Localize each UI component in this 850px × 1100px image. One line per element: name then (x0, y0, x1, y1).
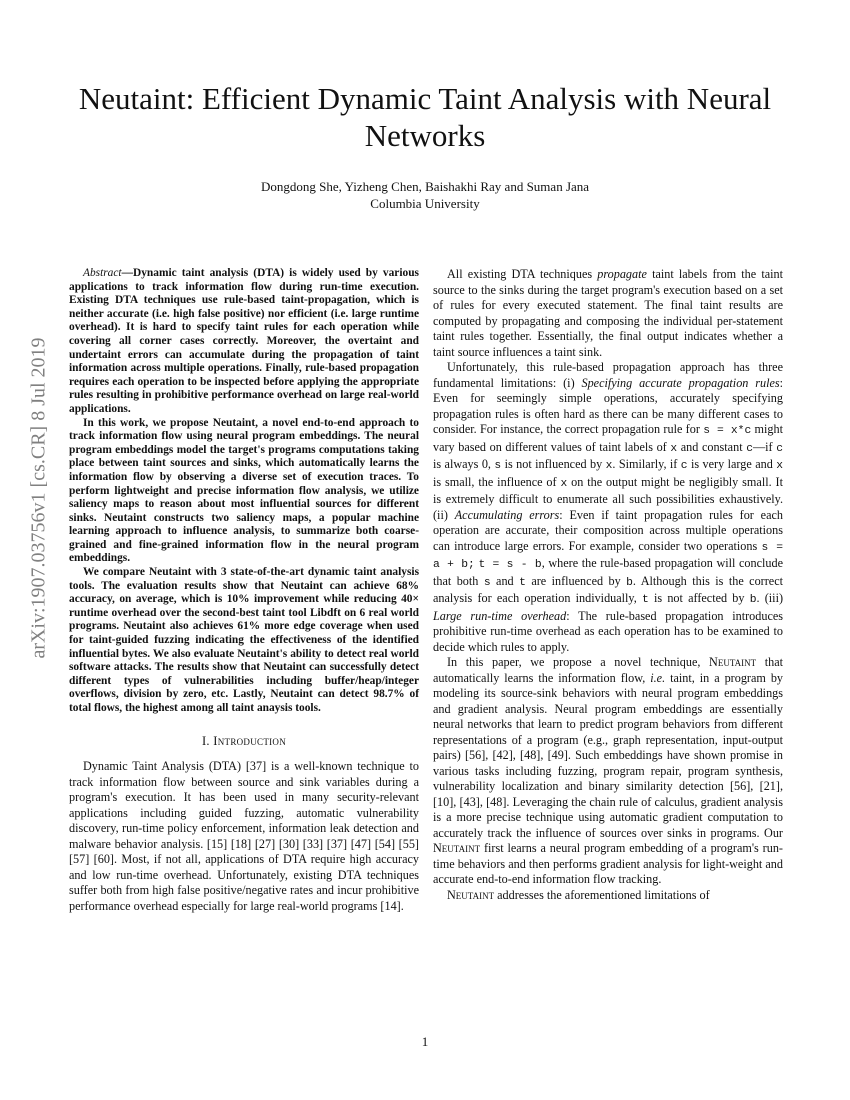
text-run: is not influenced by (501, 457, 606, 471)
code-snippet: c (746, 442, 753, 455)
code-snippet: t = s - b (478, 559, 542, 571)
intro-paragraph-1: Dynamic Taint Analysis (DTA) [37] is a well-known technique to track information flow between source and sink variables during a program's execution. It has been used in many security-relevant applications including guided fuzzing, automatic vulnerability discovery, run-time policy enforcement, information leak detection and malware behavior analysis. [15] [18] [27] [30] [33] [37] [47] [54] [55] [57] [60]. Most, if not all, applications of DTA require high accuracy and low run-time overhead. Unfortunately, existing DTA techniques suffer both from high false positive/negative rates and incur prohibitive performance overhead especially for large real-world programs [14]. (69, 759, 419, 913)
author-names: Dongdong She, Yizheng Chen, Baishakhi Ray and Suman Jana (260, 179, 590, 194)
text-run: are influenced by (525, 573, 627, 588)
section-heading-introduction: I. Introduction (201, 733, 287, 748)
abstract-paragraph-2: In this work, we propose Neutaint, a novel end-to-end approach to track information flow using neural program embeddings. The neural program embeddings model the target's programs computations taking place between taint sources and sinks, which automatically learns the information flow by observing a diverse set of execution traces. To perform lightweight and precise information flow analysis, we utilize saliency maps to reason about most influential sources for different sinks. Neutaint constructs two saliency maps, a popular machine learning approach to influence analysis, to summarize both coarse-grained and fine-grained information flow in the neural program embeddings. (69, 416, 419, 565)
right-paragraph-4 (433, 888, 783, 904)
code-snippet: s = x*c (703, 425, 752, 437)
abstract-paragraph-3: We compare Neutaint with 3 state-of-the-art dynamic taint analysis tools. The evaluation results show that Neutaint can achieve 68% accuracy, on average, which is 10% improvement while reducing 40× runtime overhead over the second-best taint tool Libdft on 6 real world programs. Neutaint also achieves 61% more edge coverage when used for taint-guided fuzzing indicating the effectiveness of the identified influential bytes. We also evaluate Neutaint's ability to detect real world software attacks. The results show that Neutaint can successfully detect different types of vulnerabilities including buffer/heap/integer overflows, division by zero, etc. Lastly, Neutaint can detect 98.7% of total flows, the highest among all taint anaysis tools. (69, 566, 419, 714)
text-run: All existing DTA techniques (447, 267, 598, 281)
paper-title: Neutaint: Efficient Dynamic Taint Analysis with Neural Networks (78, 81, 772, 153)
code-snippet: c (776, 442, 783, 455)
abstract (69, 267, 419, 716)
code-snippet: s (483, 576, 491, 589)
code-snippet: s (494, 460, 502, 472)
code-snippet: x (776, 460, 783, 472)
text-run: is always 0, (433, 457, 495, 471)
system-name: Neutaint (447, 887, 495, 902)
code-snippet: x (560, 477, 568, 490)
text-run: and (490, 573, 520, 588)
code-snippet: c (680, 460, 688, 472)
text-run: —if (752, 439, 777, 454)
text-run: : Even for seemingly simple operations, accurately specifying propagation rules is often hard as there can be many different cases to consider. For instance, the correct propagation rule for (433, 375, 783, 436)
text-run: is not affected by (648, 591, 750, 605)
right-paragraph-2 (433, 360, 783, 655)
emphasis: i.e. (650, 670, 666, 685)
emphasis: Specifying accurate propagation rules (581, 375, 780, 390)
right-paragraph-1 (433, 267, 783, 360)
text-run: might vary based on different values of taint labels of (433, 422, 783, 454)
text-run: : Even if taint propagation rules for each operation are accurate, their composition across multiple operations can introduce large errors. For example, consider two operations (433, 507, 783, 553)
introduction-body (69, 759, 419, 914)
abstract-p1-text: —Dynamic taint analysis (DTA) is widely used by various applications to track information flow during run-time execution. Existing DTA techniques use rule-based taint-propagation, which is neither accurate (i.e. high false positive) nor efficient (i.e. large runtime overhead). It is hard to specify taint rules for each operation while covering all corner cases correctly. Moreover, the overtaint and undertaint errors can accumulate during the propagation of taint information across multiple operations. Finally, rule-based propagation requires each operation to be inspected before applying the appropriate rules resulting in prohibitive performance overhead on large real-world applications. (69, 267, 419, 415)
text-run: taint, in a program by modeling its source-sink behaviors with neural program embeddings and gradient analysis. Neural program embeddings are essentially neural networks that learn to predict program behaviors from different representations of a program (e.g., graph representation, input-output pairs) [56], [42], [48], [49]. Such embeddings have shown promise in various tasks including fuzzing, program repair, program synthesis, vulnerability localization and binary similarity detection [56], [21], [10], [43], [48]. Leveraging the chain rule of calculus, gradient analysis is a more precise technique using automatic gradient computation to accurately track the influence of sources over sinks in programs. Our (433, 670, 784, 840)
text-run: addresses the aforementioned limitations of (494, 887, 710, 902)
text-run: first learns a neural program embedding of a program's run-time behaviors and then performs gradient analysis for light-weight and accurate end-to-end information flow tracking. (433, 841, 783, 886)
right-paragraph-3 (433, 655, 783, 888)
text-run: taint labels from the taint source to the sinks during the target program's execution based on a set of rules for every executed statement. The final taint results are computed by propagating and composing the individual per-statement taint rules together. Essentially, the final output indicates whether a taint source influences a taint sink. (433, 267, 783, 359)
text-run: , where the rule-based propagation will conclude that both (433, 556, 784, 588)
code-snippet: t (519, 576, 526, 589)
abstract-paragraph-1 (69, 267, 419, 417)
text-run: In this paper, we propose a novel technique, (447, 655, 710, 669)
emphasis: propagate (597, 267, 647, 281)
system-name: Neutaint (433, 841, 481, 855)
page-number: 1 (421, 1034, 429, 1049)
text-run: . Similarly, if (612, 457, 681, 471)
code-snippet: b (626, 576, 633, 589)
text-run: . Although this is the correct analysis for each operation individually, (433, 573, 783, 605)
text-run: is very large and (687, 457, 777, 471)
left-column (69, 267, 419, 914)
text-run: on the output might be negligibly small. It is extremely difficult to enumerate all such possibilities exhaustively. (ii) (433, 474, 783, 522)
system-name: Neutaint (709, 655, 757, 669)
author-affiliation: Columbia University (370, 196, 480, 211)
right-column (433, 267, 783, 903)
code-snippet: b (749, 594, 757, 606)
code-snippet: x (605, 460, 613, 472)
author-block (60, 178, 790, 212)
text-run: is small, the influence of (433, 474, 561, 489)
abstract-heading: Abstract (83, 267, 122, 279)
text-run: Unfortunately, this rule-based propagation approach has three fundamental limitations: (i) (433, 360, 783, 390)
emphasis: Large run-time overhead (433, 608, 567, 623)
code-snippet: s = a + b; (433, 541, 784, 571)
text-run: . (iii) (756, 591, 784, 605)
emphasis: Accumulating errors (454, 507, 560, 522)
code-snippet: t (642, 594, 649, 606)
arxiv-identifier: arXiv:1907.03756v1 [cs.CR] 8 Jul 2019 (27, 337, 50, 659)
code-snippet: x (670, 442, 678, 455)
text-run: : The rule-based propagation introduces prohibitive run-time overhead as each operation has to be examined to decide which rules to apply. (433, 608, 783, 654)
text-run: that automatically learns the information flow, (433, 655, 784, 685)
text-run: and constant (677, 439, 747, 454)
